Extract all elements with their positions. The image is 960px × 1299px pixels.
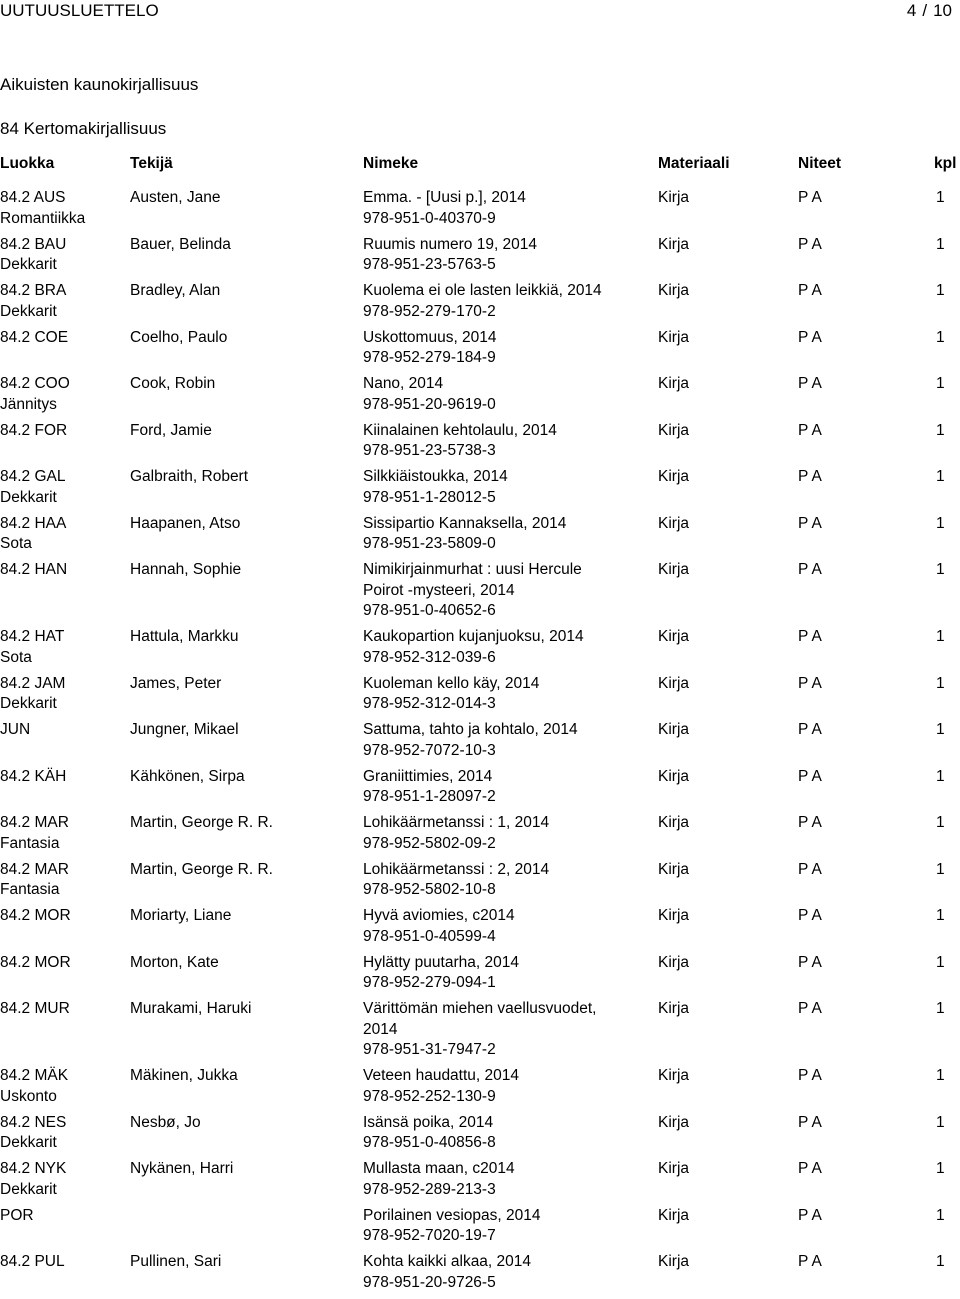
isbn: 978-951-20-9619-0	[363, 395, 496, 413]
copies-location-cell: P A	[798, 561, 822, 578]
isbn: 978-952-312-014-3	[363, 695, 496, 712]
genre-label: Dekkarit	[0, 256, 57, 273]
copies-location-cell: P A	[798, 375, 822, 392]
material-cell: Kirja	[658, 1067, 690, 1084]
copies-location-cell: P A	[798, 328, 822, 346]
author-cell: Cook, Robin	[130, 375, 216, 392]
table-row	[0, 1066, 960, 1113]
count-cell: 1	[936, 1067, 945, 1084]
table-row	[0, 767, 960, 814]
count-cell: 1	[936, 721, 945, 738]
genre-label: Sota	[0, 648, 32, 666]
material-cell: Kirja	[658, 674, 690, 692]
title-cell	[363, 235, 653, 276]
class-code: 84.2 MÄK	[0, 1067, 69, 1084]
genre-label: Fantasia	[0, 834, 60, 852]
title-cell	[363, 1252, 653, 1293]
author-cell: Austen, Jane	[130, 189, 221, 206]
title-line: Sattuma, tahto ja kohtalo, 2014	[363, 721, 578, 738]
title-line: Sissipartio Kannaksella, 2014	[363, 514, 567, 532]
material-cell: Kirja	[658, 953, 690, 971]
class-code: 84.2 HAN	[0, 561, 68, 578]
copies-location-cell: P A	[798, 628, 822, 645]
count-cell: 1	[936, 674, 945, 692]
title-line: Kiinalainen kehtolaulu, 2014	[363, 421, 557, 439]
isbn: 978-952-279-170-2	[363, 302, 496, 320]
count-cell: 1	[936, 628, 945, 645]
luokka-cell	[0, 560, 128, 581]
count-cell: 1	[936, 375, 945, 392]
material-cell: Kirja	[658, 561, 690, 578]
luokka-cell	[0, 374, 128, 415]
copies-location-cell: P A	[798, 953, 822, 971]
class-code: 84.2 COE	[0, 328, 69, 346]
luokka-cell	[0, 953, 128, 974]
class-code: 84.2 MUR	[0, 1000, 70, 1017]
class-code: 84.2 MAR	[0, 814, 69, 831]
genre-label: Dekkarit	[0, 1180, 57, 1198]
title-line: Lohikäärmetanssi : 2, 2014	[363, 860, 550, 878]
table-row	[0, 999, 960, 1066]
title-cell	[363, 560, 653, 622]
title-line: Poirot -mysteeri, 2014	[363, 581, 515, 599]
class-code: 84.2 HAA	[0, 514, 67, 532]
table-row	[0, 906, 960, 953]
author-cell: Morton, Kate	[130, 953, 219, 971]
count-cell: 1	[936, 282, 945, 299]
luokka-cell	[0, 860, 128, 901]
isbn: 978-952-5802-10-8	[363, 881, 496, 898]
isbn: 978-951-0-40652-6	[363, 602, 496, 619]
copies-location-cell: P A	[798, 1253, 822, 1270]
class-code: 84.2 AUS	[0, 189, 66, 206]
page-total: 10	[933, 1, 952, 20]
table-row	[0, 374, 960, 421]
luokka-cell	[0, 813, 128, 854]
class-code: JUN	[0, 721, 31, 738]
column-header-nimeke: Nimeke	[363, 155, 419, 172]
class-code: 84.2 HAT	[0, 628, 65, 645]
title-cell	[363, 999, 653, 1061]
title-cell	[363, 514, 653, 555]
table-row	[0, 1113, 960, 1160]
title-cell	[363, 1159, 653, 1200]
copies-location-cell: P A	[798, 468, 822, 485]
class-code: 84.2 BAU	[0, 235, 67, 253]
title-cell	[363, 1113, 653, 1154]
luokka-cell	[0, 1206, 128, 1227]
title-cell	[363, 328, 653, 369]
material-cell: Kirja	[658, 421, 690, 439]
page-current: 4	[906, 1, 917, 20]
table-row	[0, 674, 960, 721]
copies-location-cell: P A	[798, 1000, 822, 1017]
luokka-cell	[0, 328, 128, 349]
author-cell: Martin, George R. R.	[130, 814, 273, 831]
table-row	[0, 953, 960, 1000]
title-cell	[363, 374, 653, 415]
author-cell: Ford, Jamie	[130, 421, 212, 439]
title-line: Graniittimies, 2014	[363, 767, 493, 785]
author-cell: Kähkönen, Sirpa	[130, 767, 245, 785]
class-code: 84.2 MAR	[0, 860, 69, 878]
luokka-cell	[0, 1066, 128, 1107]
count-cell: 1	[936, 1113, 945, 1131]
table-row	[0, 627, 960, 674]
table-row	[0, 514, 960, 561]
author-cell: Jungner, Mikael	[130, 721, 239, 738]
genre-label: Dekkarit	[0, 302, 57, 320]
author-cell: Bradley, Alan	[130, 282, 221, 299]
class-code: 84.2 FOR	[0, 421, 68, 439]
isbn: 978-951-0-40856-8	[363, 1134, 496, 1151]
catalog-table-body	[0, 188, 960, 1299]
title-line: Kuolema ei ole lasten leikkiä, 2014	[363, 282, 602, 299]
title-cell	[363, 674, 653, 715]
material-cell: Kirja	[658, 860, 690, 878]
material-cell: Kirja	[658, 1113, 690, 1131]
title-line: Kohta kaikki alkaa, 2014	[363, 1253, 532, 1270]
isbn: 978-951-1-28012-5	[363, 488, 496, 506]
luokka-cell	[0, 1113, 128, 1154]
copies-location-cell: P A	[798, 1160, 822, 1177]
author-cell: Bauer, Belinda	[130, 235, 231, 253]
column-header-materiaali: Materiaali	[658, 155, 730, 172]
luokka-cell	[0, 906, 128, 927]
copies-location-cell: P A	[798, 1206, 822, 1224]
title-line: Kuoleman kello käy, 2014	[363, 674, 540, 692]
title-cell	[363, 813, 653, 854]
copies-location-cell: P A	[798, 907, 822, 924]
class-code: 84.2 COO	[0, 375, 70, 392]
isbn: 978-951-0-40599-4	[363, 927, 496, 945]
luokka-cell	[0, 235, 128, 276]
table-row	[0, 860, 960, 907]
class-code: 84.2 MOR	[0, 907, 71, 924]
count-cell: 1	[936, 860, 945, 878]
title-line: Mullasta maan, c2014	[363, 1160, 515, 1177]
isbn: 978-952-312-039-6	[363, 648, 496, 666]
title-line: Värittömän miehen vaellusvuodet,	[363, 1000, 597, 1017]
title-line: Kaukopartion kujanjuoksu, 2014	[363, 628, 584, 645]
count-cell: 1	[936, 953, 945, 971]
genre-label: Jännitys	[0, 395, 57, 413]
count-cell: 1	[936, 421, 945, 439]
isbn: 978-952-5802-09-2	[363, 834, 496, 852]
author-cell: Martin, George R. R.	[130, 860, 273, 878]
material-cell: Kirja	[658, 814, 690, 831]
title-cell	[363, 281, 653, 322]
title-line: Nano, 2014	[363, 375, 444, 392]
table-header	[0, 154, 960, 174]
isbn: 978-951-1-28097-2	[363, 788, 496, 805]
author-cell: Coelho, Paulo	[130, 328, 228, 346]
title-line: Hylätty puutarha, 2014	[363, 953, 519, 971]
count-cell: 1	[936, 561, 945, 578]
title-line: Hyvä aviomies, c2014	[363, 907, 515, 924]
isbn: 978-951-23-5738-3	[363, 442, 496, 459]
title-line: Nimikirjainmurhat : uusi Hercule	[363, 561, 582, 578]
luokka-cell	[0, 514, 128, 555]
title-cell	[363, 953, 653, 994]
section-title: Aikuisten kaunokirjallisuus	[0, 75, 199, 94]
author-cell: Nykänen, Harri	[130, 1160, 234, 1177]
material-cell: Kirja	[658, 1206, 690, 1224]
isbn: 978-952-7020-19-7	[363, 1227, 496, 1244]
title-cell	[363, 421, 653, 462]
copies-location-cell: P A	[798, 1113, 822, 1131]
genre-label: Dekkarit	[0, 488, 57, 506]
author-cell: Nesbø, Jo	[130, 1113, 201, 1131]
author-cell: Haapanen, Atso	[130, 514, 241, 532]
material-cell: Kirja	[658, 1000, 690, 1017]
class-code: 84.2 PUL	[0, 1253, 65, 1270]
material-cell: Kirja	[658, 235, 690, 253]
material-cell: Kirja	[658, 721, 690, 738]
count-cell: 1	[936, 1000, 945, 1017]
title-line: Veteen haudattu, 2014	[363, 1067, 520, 1084]
genre-label: Uskonto	[0, 1087, 57, 1105]
class-code: 84.2 KÄH	[0, 767, 67, 785]
copies-location-cell: P A	[798, 514, 822, 532]
material-cell: Kirja	[658, 1160, 690, 1177]
genre-label: Dekkarit	[0, 695, 57, 712]
material-cell: Kirja	[658, 628, 690, 645]
title-line: Lohikäärmetanssi : 1, 2014	[363, 814, 550, 831]
title-cell	[363, 767, 653, 808]
count-cell: 1	[936, 235, 945, 253]
copies-location-cell: P A	[798, 421, 822, 439]
table-row	[0, 560, 960, 627]
subsection-title: 84 Kertomakirjallisuus	[0, 119, 167, 138]
title-line: Silkkiäistoukka, 2014	[363, 468, 508, 485]
material-cell: Kirja	[658, 328, 690, 346]
author-cell: Galbraith, Robert	[130, 468, 249, 485]
title-cell	[363, 906, 653, 947]
table-row	[0, 188, 960, 235]
luokka-cell	[0, 627, 128, 668]
count-cell: 1	[936, 468, 945, 485]
count-cell: 1	[936, 1206, 945, 1224]
column-header-kpl: kpl	[934, 155, 957, 172]
count-cell: 1	[936, 1160, 945, 1177]
luokka-cell	[0, 421, 128, 442]
isbn: 978-952-7072-10-3	[363, 741, 496, 759]
table-row	[0, 467, 960, 514]
title-cell	[363, 720, 653, 761]
table-row	[0, 235, 960, 282]
author-cell: Moriarty, Liane	[130, 907, 232, 924]
table-row	[0, 1159, 960, 1206]
isbn: 978-951-0-40370-9	[363, 209, 496, 227]
genre-label: Romantiikka	[0, 209, 86, 227]
author-cell: Pullinen, Sari	[130, 1253, 222, 1270]
column-header-niteet: Niteet	[798, 155, 842, 172]
title-line: Emma. - [Uusi p.], 2014	[363, 189, 526, 206]
luokka-cell	[0, 281, 128, 322]
class-code: 84.2 NYK	[0, 1160, 67, 1177]
copies-location-cell: P A	[798, 189, 822, 206]
title-cell	[363, 188, 653, 229]
class-code: 84.2 MOR	[0, 953, 71, 971]
copies-location-cell: P A	[798, 674, 822, 692]
luokka-cell	[0, 767, 128, 788]
isbn: 978-952-279-184-9	[363, 349, 496, 366]
luokka-cell	[0, 674, 128, 715]
count-cell: 1	[936, 1253, 945, 1270]
luokka-cell	[0, 467, 128, 508]
title-cell	[363, 1206, 653, 1247]
column-header-luokka: Luokka	[0, 155, 55, 172]
material-cell: Kirja	[658, 375, 690, 392]
material-cell: Kirja	[658, 514, 690, 532]
author-cell: Hattula, Markku	[130, 628, 239, 645]
title-cell	[363, 627, 653, 668]
count-cell: 1	[936, 189, 945, 206]
isbn: 978-951-20-9726-5	[363, 1273, 496, 1291]
author-cell: James, Peter	[130, 674, 222, 692]
isbn: 978-952-289-213-3	[363, 1180, 496, 1198]
table-row	[0, 813, 960, 860]
copies-location-cell: P A	[798, 860, 822, 878]
title-line: Isänsä poika, 2014	[363, 1113, 494, 1131]
genre-label: Dekkarit	[0, 1134, 57, 1151]
luokka-cell	[0, 1252, 128, 1273]
material-cell: Kirja	[658, 189, 690, 206]
page-indicator	[907, 0, 952, 22]
count-cell: 1	[936, 328, 945, 346]
genre-label: Sota	[0, 535, 32, 552]
author-cell: Hannah, Sophie	[130, 561, 242, 578]
count-cell: 1	[936, 907, 945, 924]
title-cell	[363, 860, 653, 901]
luokka-cell	[0, 999, 128, 1020]
material-cell: Kirja	[658, 767, 690, 785]
isbn: 978-951-23-5763-5	[363, 256, 496, 273]
table-row	[0, 281, 960, 328]
count-cell: 1	[936, 767, 945, 785]
isbn: 978-951-23-5809-0	[363, 535, 496, 552]
copies-location-cell: P A	[798, 814, 822, 831]
class-code: 84.2 NES	[0, 1113, 67, 1131]
count-cell: 1	[936, 814, 945, 831]
luokka-cell	[0, 1159, 128, 1200]
class-code: 84.2 JAM	[0, 674, 66, 692]
copies-location-cell: P A	[798, 1067, 822, 1084]
table-row	[0, 720, 960, 767]
material-cell: Kirja	[658, 282, 690, 299]
copies-location-cell: P A	[798, 282, 822, 299]
luokka-cell	[0, 188, 128, 229]
table-row	[0, 328, 960, 375]
title-cell	[363, 467, 653, 508]
title-cell	[363, 1066, 653, 1107]
class-code: 84.2 GAL	[0, 468, 66, 485]
table-row	[0, 421, 960, 468]
copies-location-cell: P A	[798, 721, 822, 738]
title-line: Porilainen vesiopas, 2014	[363, 1206, 541, 1224]
author-cell: Mäkinen, Jukka	[130, 1067, 238, 1084]
title-line: Uskottomuus, 2014	[363, 328, 497, 346]
title-line: Ruumis numero 19, 2014	[363, 235, 538, 253]
material-cell: Kirja	[658, 1253, 690, 1270]
page-separator: /	[922, 1, 928, 20]
copies-location-cell: P A	[798, 767, 822, 785]
isbn: 978-952-279-094-1	[363, 974, 496, 991]
isbn: 978-951-31-7947-2	[363, 1041, 496, 1058]
copies-location-cell: P A	[798, 235, 822, 253]
table-row	[0, 1206, 960, 1253]
isbn: 978-952-252-130-9	[363, 1087, 496, 1105]
material-cell: Kirja	[658, 907, 690, 924]
luokka-cell	[0, 720, 128, 741]
class-code: POR	[0, 1206, 34, 1224]
author-cell: Murakami, Haruki	[130, 1000, 252, 1017]
class-code: 84.2 BRA	[0, 282, 67, 299]
page-header	[0, 0, 960, 24]
count-cell: 1	[936, 514, 945, 532]
column-header-tekija: Tekijä	[130, 155, 173, 172]
title-line: 2014	[363, 1020, 398, 1038]
document-title: UUTUUSLUETTELO	[0, 1, 159, 20]
genre-label: Fantasia	[0, 881, 60, 898]
material-cell: Kirja	[658, 468, 690, 485]
